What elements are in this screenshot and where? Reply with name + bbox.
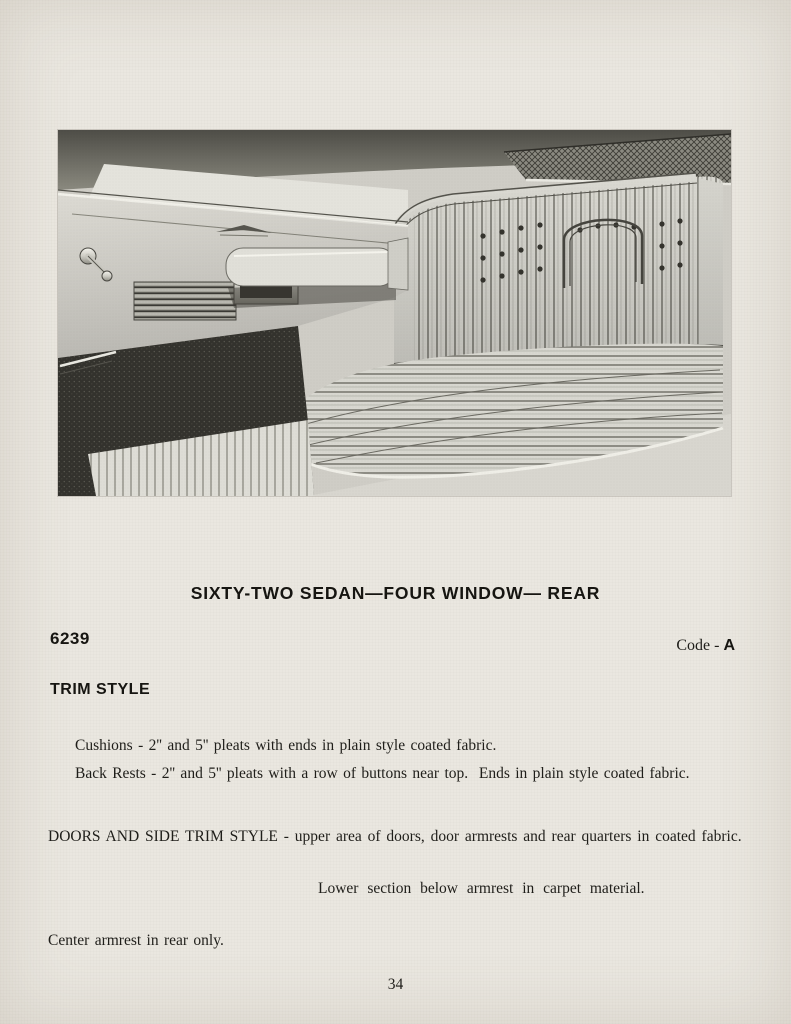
trim-code-label: Code - (676, 637, 720, 654)
interior-photo (58, 130, 731, 496)
back-rests-spec: Back Rests - 2'' and 5'' pleats with a row of buttons near top. Ends in plain style coated fabric. (75, 765, 690, 782)
center-armrest-note: Center armrest in rear only. (48, 932, 224, 949)
figure-caption: SIXTY-TWO SEDAN—FOUR WINDOW— REAR (190, 583, 601, 603)
trim-code-value: A (723, 637, 735, 654)
model-number: 6239 (50, 629, 90, 648)
section-heading-trim-style: TRIM STYLE (50, 681, 151, 698)
halftone-overlay (58, 130, 731, 496)
lower-section-spec: Lower section below armrest in carpet material. (318, 880, 645, 897)
doors-side-trim-spec: DOORS AND SIDE TRIM STYLE - upper area of doors, door armrests and rear quarters in coated fabric. (48, 828, 742, 845)
trim-code (676, 637, 735, 655)
page-number: 34 (387, 976, 404, 993)
cushions-spec: Cushions - 2'' and 5'' pleats with ends in plain style coated fabric. (75, 737, 497, 754)
rear-seat-illustration (58, 130, 731, 496)
